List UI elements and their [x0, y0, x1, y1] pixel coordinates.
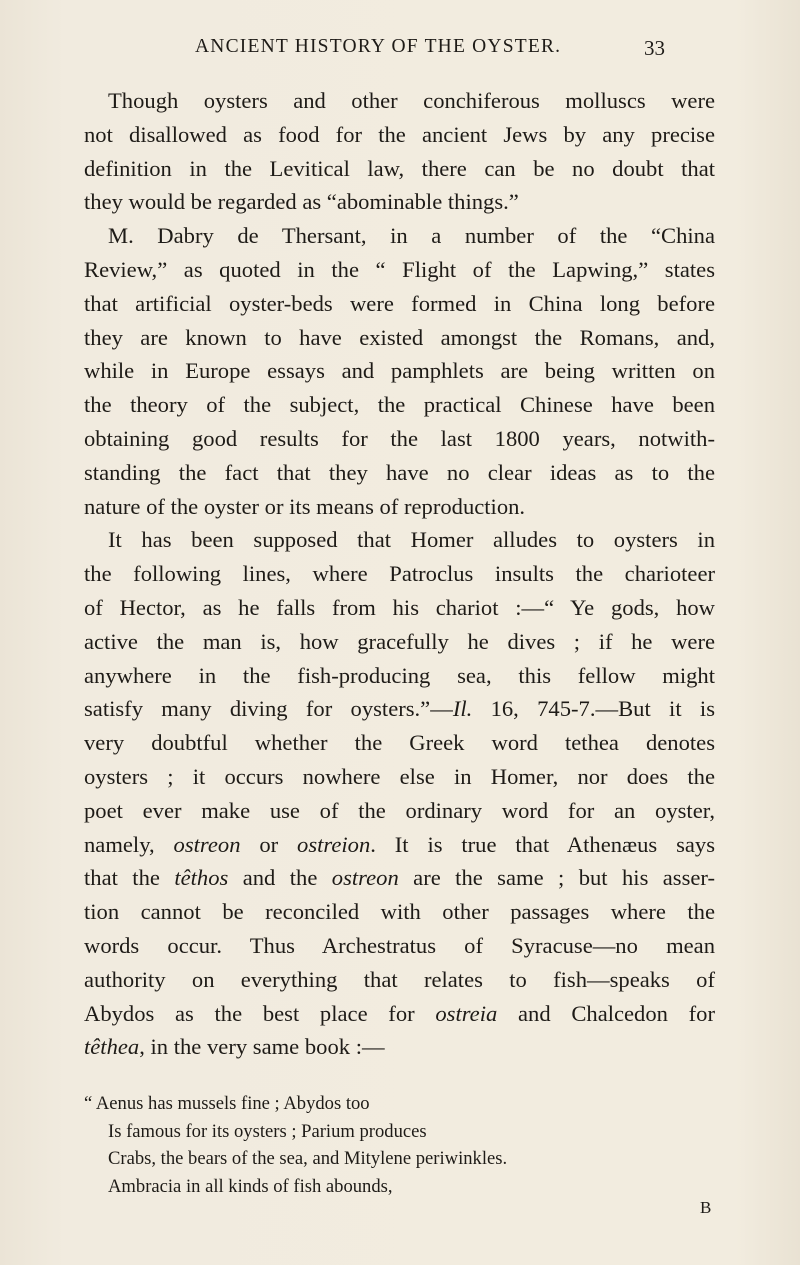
term-ostreion: ostreion	[297, 831, 371, 857]
text-fragment: Abydos as the best place for	[84, 1000, 436, 1026]
body-text	[84, 84, 715, 1064]
text-line: poet ever make use of the ordinary word for an oyster,	[84, 797, 715, 823]
term-tethos: têthos	[174, 865, 229, 891]
text-fragment: namely,	[84, 831, 174, 857]
text-fragment: or	[240, 831, 298, 857]
text-line: nature of the oyster or its means of reproduction.	[84, 493, 526, 519]
text-line: of Hector, as he falls from his chariot :—“ Ye gods, how	[84, 594, 715, 620]
text-fragment: and Chalcedon for	[497, 1000, 715, 1026]
text-fragment: that the	[84, 865, 175, 891]
text-fragment: and the	[228, 865, 332, 891]
verse-line: Ambracia in all kinds of fish abounds,	[108, 1175, 393, 1197]
text-line: the following lines, where Patroclus insults the charioteer	[84, 561, 715, 587]
text-line: M. Dabry de Thersant, in a number of the “China	[108, 223, 715, 249]
text-line: anywhere in the fish-producing sea, this fellow might	[84, 662, 715, 688]
text-line: Though oysters and other conchiferous molluscs were	[108, 88, 715, 113]
text-fragment: . It is true that Athenæus says	[370, 831, 715, 857]
term-ostreon: ostreon	[173, 831, 241, 857]
text-line: definition in the Levitical law, there can be no doubt that	[84, 155, 715, 181]
term-tethea: têthea	[84, 1034, 140, 1060]
text-fragment: , in the very same book :—	[139, 1034, 385, 1060]
text-line: authority on everything that relates to fish—speaks of	[84, 966, 715, 992]
text-fragment: 16, 745-7.—But it is	[472, 696, 715, 722]
term-ostreon: ostreon	[331, 865, 399, 891]
text-line: active the man is, how gracefully he dives ; if he were	[84, 628, 715, 654]
text-line-with-terms	[84, 997, 715, 1031]
text-line: obtaining good results for the last 1800 years, notwith-	[84, 425, 715, 451]
text-line: It has been supposed that Homer alludes to oysters in	[108, 527, 715, 553]
text-line: that artificial oyster-beds were formed in China long before	[84, 290, 715, 316]
verse-line: Is famous for its oysters ; Parium produces	[108, 1120, 427, 1142]
verse-line: Crabs, the bears of the sea, and Mitylene periwinkles.	[108, 1148, 508, 1169]
text-line-with-citation	[84, 692, 715, 726]
page-header	[0, 36, 800, 66]
text-fragment: are the same ; but his asser-	[398, 865, 716, 891]
text-line: standing the fact that they have no clear ideas as to the	[84, 459, 715, 485]
page-number: 33	[644, 36, 665, 60]
text-line-with-terms	[84, 1030, 715, 1064]
running-title: ANCIENT HISTORY OF THE OYSTER.	[195, 36, 562, 57]
text-line: they would be regarded as “abominable things.”	[84, 189, 519, 215]
text-line: very doubtful whether the Greek word tethea denotes	[84, 730, 715, 756]
verse-quotation	[84, 1090, 715, 1200]
text-line: oysters ; it occurs nowhere else in Homer, nor does the	[84, 763, 715, 789]
text-fragment: satisfy many diving for oysters.”—	[84, 696, 453, 722]
signature-mark: B	[700, 1198, 712, 1217]
term-ostreia: ostreia	[435, 1000, 498, 1026]
text-line: words occur. Thus Archestratus of Syracuse—no mean	[84, 932, 715, 958]
citation-iliad: Il.	[452, 696, 473, 722]
text-line: not disallowed as food for the ancient Jews by any precise	[84, 121, 715, 147]
text-line: the theory of the subject, the practical Chinese have been	[84, 392, 715, 418]
text-line: they are known to have existed amongst the Romans, and,	[84, 324, 715, 350]
text-line-with-terms	[84, 861, 715, 895]
text-line: tion cannot be reconciled with other passages where the	[84, 899, 715, 925]
text-line: while in Europe essays and pamphlets are being written on	[84, 358, 715, 384]
text-line: Review,” as quoted in the “ Flight of the Lapwing,” states	[84, 256, 715, 282]
text-line-with-terms	[84, 828, 715, 862]
verse-line: “ Aenus has mussels fine ; Abydos too	[84, 1093, 370, 1114]
